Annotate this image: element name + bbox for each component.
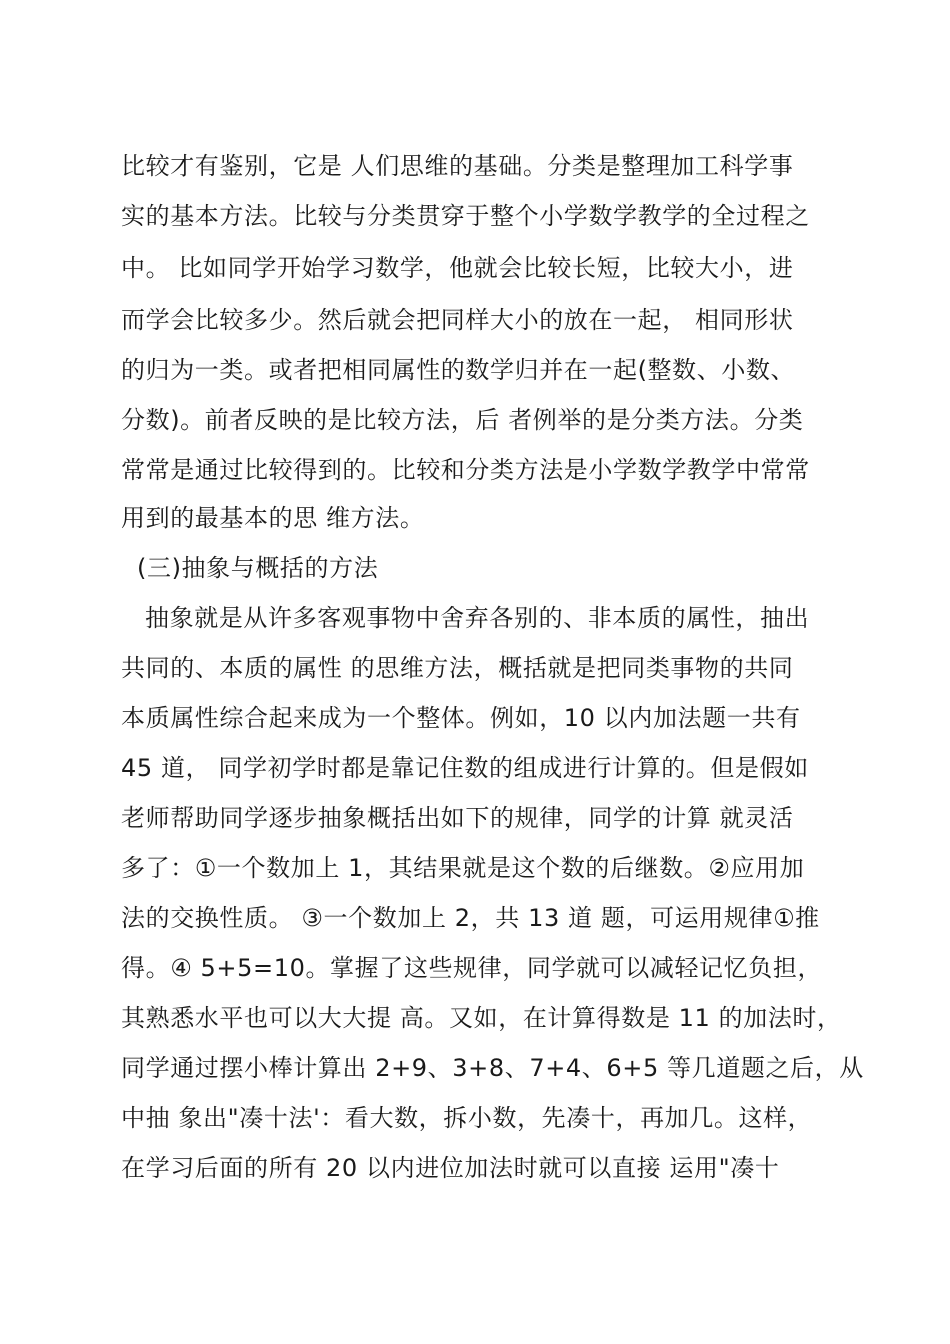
body-text-line: 比较才有鉴别，它是 人们思维的基础。分类是整理加工科学事 xyxy=(121,152,794,180)
body-text-line: 在学习后面的所有 20 以内进位加法时就可以直接 运用"凑十 xyxy=(121,1154,780,1182)
body-text-line: 共同的、本质的属性 的思维方法，概括就是把同类事物的共同 xyxy=(121,654,794,682)
body-text-line: 其熟悉水平也可以大大提 高。又如，在计算得数是 11 的加法时， xyxy=(121,1004,842,1032)
body-text-line: 而学会比较多少。然后就会把同样大小的放在一起， 相同形状 xyxy=(121,306,794,334)
body-text-line: 得。④ 5+5=10。掌握了这些规律，同学就可以减轻记忆负担， xyxy=(121,954,823,982)
body-text-line: 45 道， 同学初学时都是靠记住数的组成进行计算的。但是假如 xyxy=(121,754,809,782)
body-text-line: 用到的最基本的思 维方法。 xyxy=(121,504,425,532)
body-text-line: 法的交换性质。 ③一个数加上 2，共 13 道 题，可运用规律①推 xyxy=(121,904,820,932)
body-text-line: 本质属性综合起来成为一个整体。例如，10 以内加法题一共有 xyxy=(121,704,801,732)
body-text-line: 中。 比如同学开始学习数学，他就会比较长短，比较大小，进 xyxy=(121,254,794,282)
body-text-line: 常常是通过比较得到的。比较和分类方法是小学数学教学中常常 xyxy=(121,456,810,484)
body-text-line: 实的基本方法。比较与分类贯穿于整个小学数学教学的全过程之 xyxy=(121,202,810,230)
body-text-line: 的归为一类。或者把相同属性的数学归并在一起(整数、小数、 xyxy=(121,356,796,384)
body-text-line: 中抽 象出"凑十法'：看大数，拆小数，先凑十，再加几。这样， xyxy=(121,1104,813,1132)
body-text-line: 同学通过摆小棒计算出 2+9、3+8、7+4、6+5 等几道题之后，从 xyxy=(121,1054,864,1082)
body-text-line: 分数)。前者反映的是比较方法，后 者例举的是分类方法。分类 xyxy=(121,406,804,434)
body-text-line: 老师帮助同学逐步抽象概括出如下的规律，同学的计算 就灵活 xyxy=(121,804,794,832)
body-text-line: 多了：①一个数加上 1，其结果就是这个数的后继数。②应用加 xyxy=(121,854,805,882)
body-text-line: 抽象就是从许多客观事物中舍弃各别的、非本质的属性，抽出 xyxy=(145,604,810,632)
section-heading: (三)抽象与概括的方法 xyxy=(137,554,379,582)
